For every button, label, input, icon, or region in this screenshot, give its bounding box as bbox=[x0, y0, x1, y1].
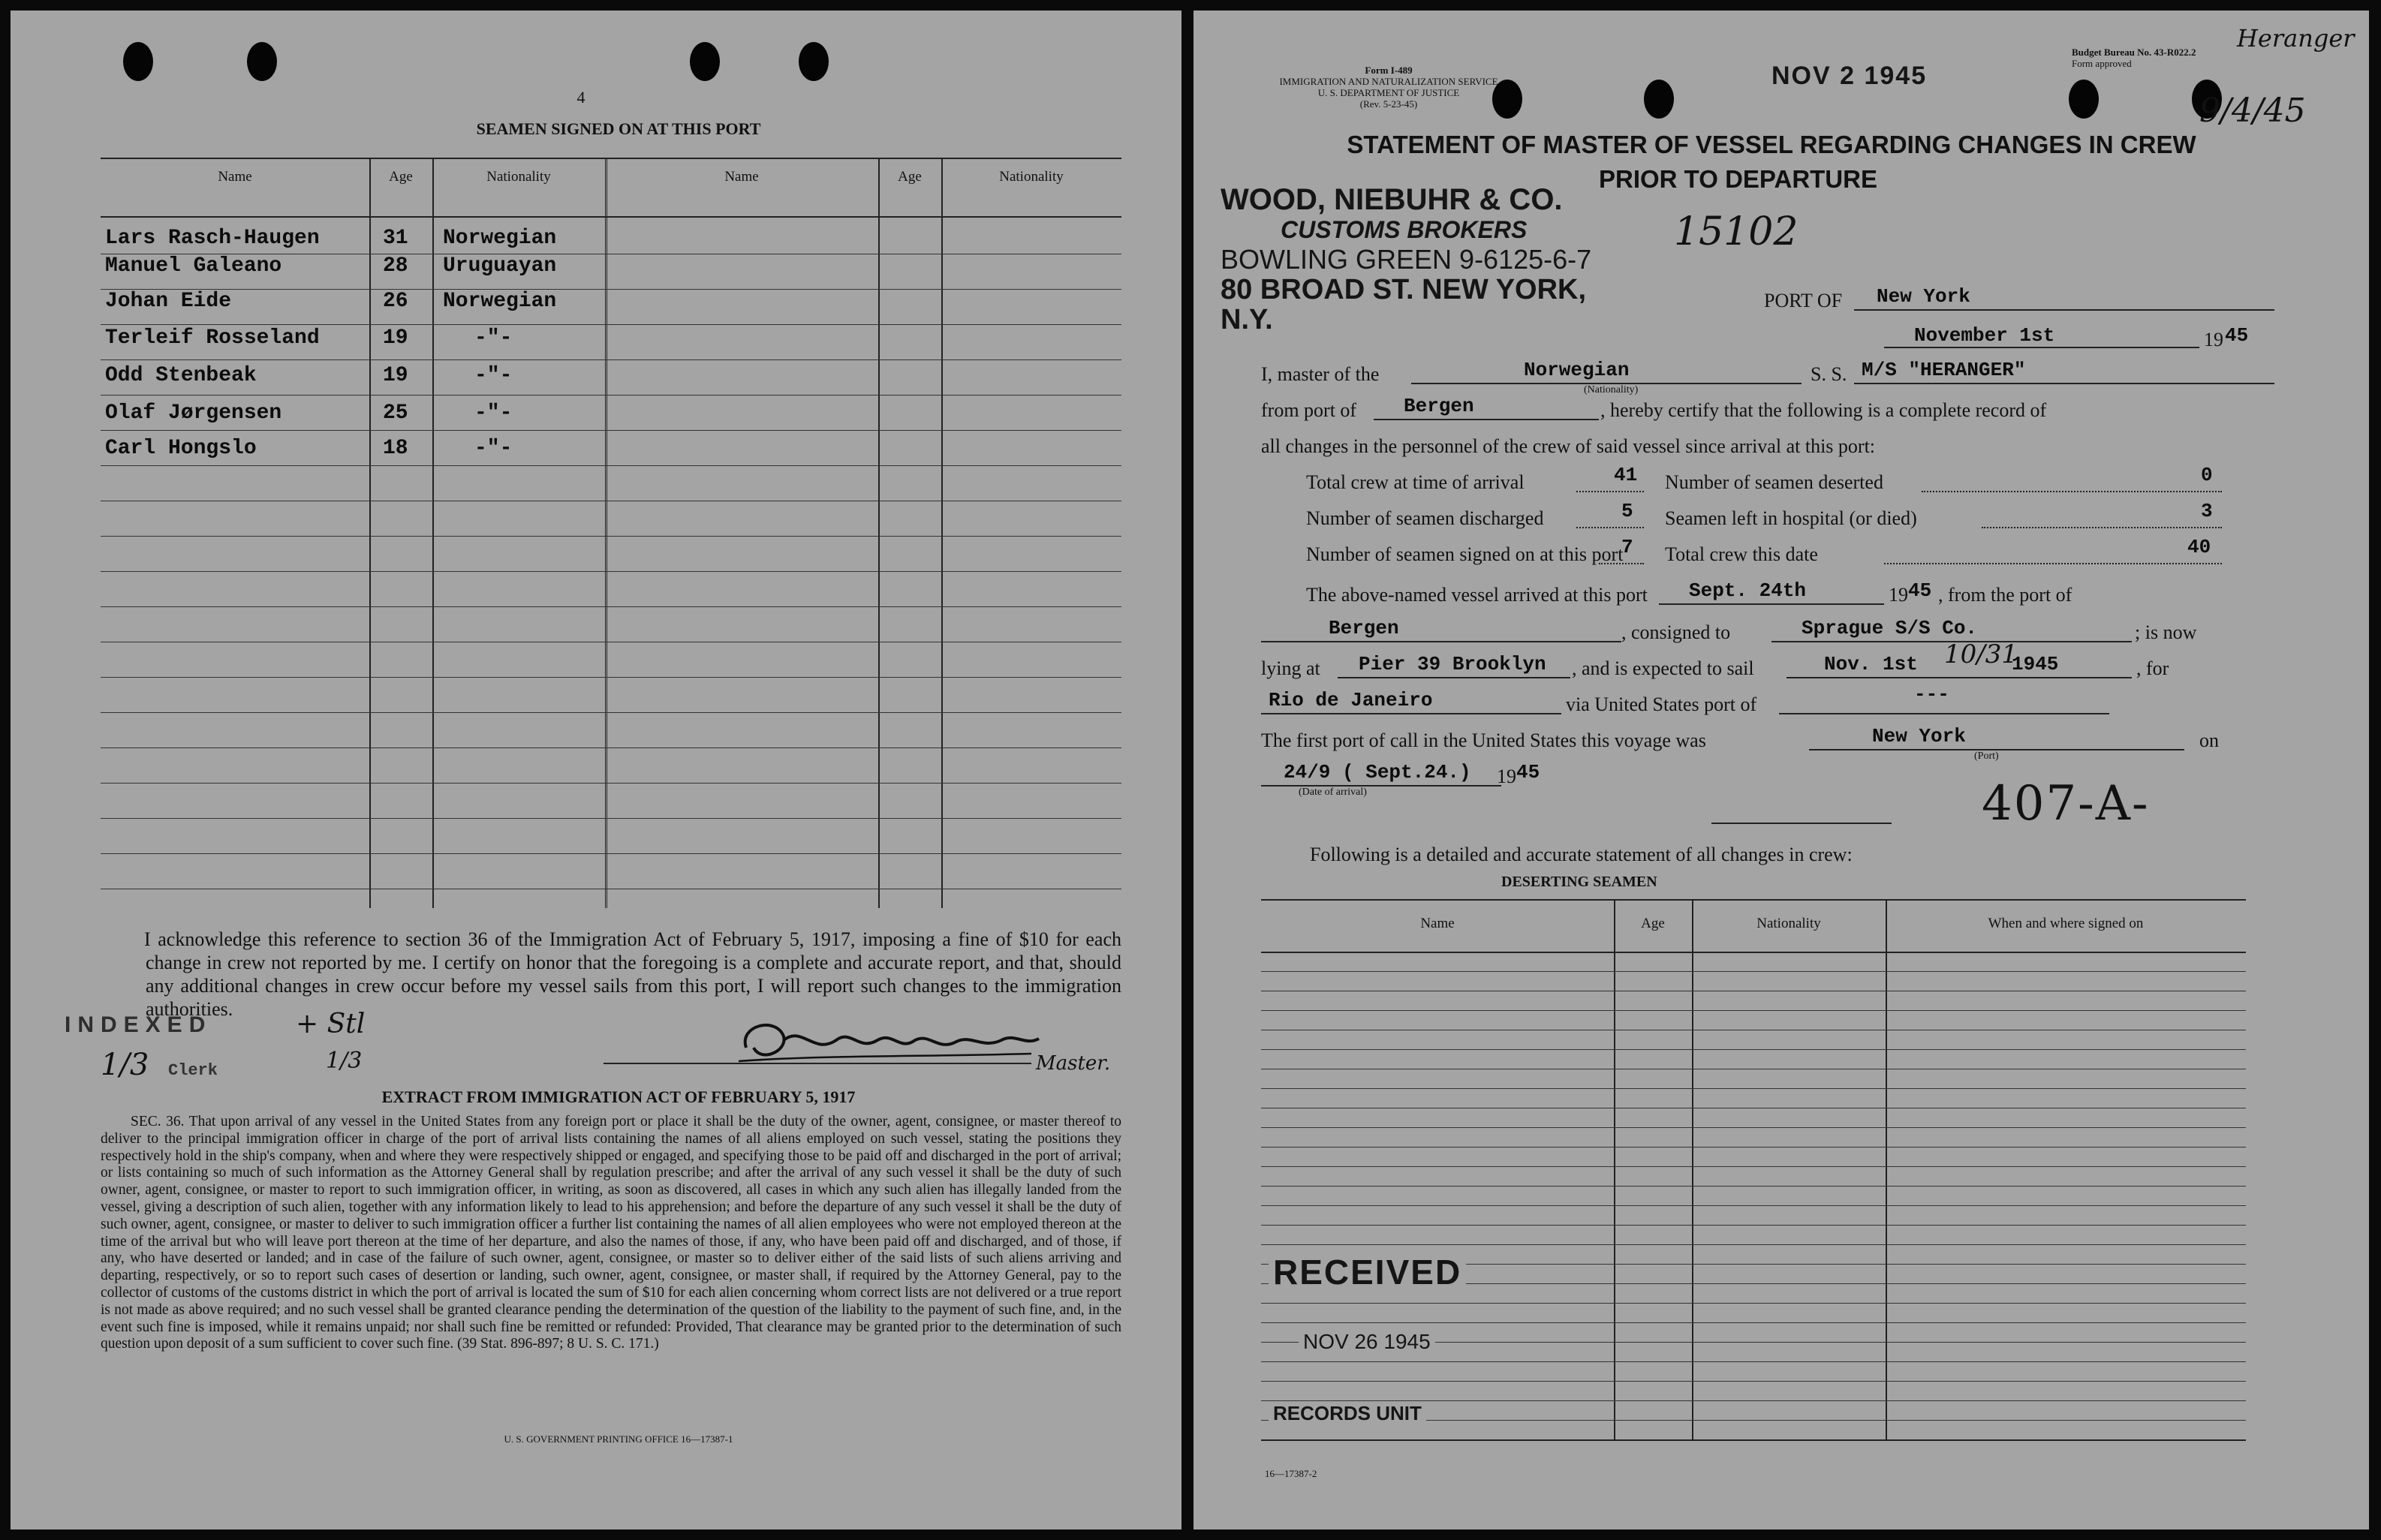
seamen-table bbox=[101, 158, 1121, 908]
seaman-nationality: -"- bbox=[474, 364, 513, 387]
arrival-year: 45 bbox=[1516, 761, 1540, 784]
deserting-title: DESERTING SEAMEN bbox=[1501, 874, 1657, 890]
acknowledgement-text: I acknowledge this reference to section 36 of the Immigration Act of February 5, 1917, imposing a fine of $10 for each change in crew not reported by me. I certify on honor that the foregoing is a complete and accurate report, and that, should any additional changes in crew occur before my vessel sails from this port, I will report such changes to the immigration authorities. bbox=[144, 928, 1121, 1020]
certify-text-2: all changes in the personnel of the crew of said vessel since arrival at this port: bbox=[1261, 435, 1876, 457]
master-signature bbox=[731, 1010, 1046, 1074]
ss-label: S. S. bbox=[1811, 363, 1847, 385]
budget-block: Budget Bureau No. 43-R022.2 Form approved bbox=[2072, 47, 2196, 69]
sail-value: Nov. 1st bbox=[1824, 653, 1918, 675]
printer-line: 16—17387-2 bbox=[1265, 1468, 1317, 1479]
from-port-value: Bergen bbox=[1404, 395, 1474, 417]
arrived-value: Sept. 24th bbox=[1689, 579, 1807, 602]
seaman-age: 28 bbox=[383, 254, 408, 278]
stat-value: 7 bbox=[1621, 536, 1633, 558]
seaman-age: 31 bbox=[383, 227, 408, 250]
seaman-nationality: -"- bbox=[474, 326, 513, 350]
first-port-label: The first port of call in the United States this voyage was bbox=[1261, 729, 1706, 751]
first-port-value: New York bbox=[1872, 725, 1966, 747]
via-label: via United States port of bbox=[1566, 693, 1757, 715]
consigned-label: , consigned to bbox=[1621, 621, 1731, 643]
col-header-name-2: Name bbox=[724, 169, 759, 185]
date-value: November 1st bbox=[1914, 324, 2055, 347]
corner-handwriting-date: 9/4/45 bbox=[2199, 92, 2306, 130]
arrived-label: The above-named vessel arrived at this port bbox=[1306, 584, 1648, 606]
seaman-name: Carl Hongslo bbox=[105, 437, 257, 460]
arrived-year: 45 bbox=[1908, 579, 1932, 602]
col-header-nationality-2: Nationality bbox=[999, 169, 1064, 185]
from-the-port-label: , from the port of bbox=[1938, 584, 2072, 606]
punch-hole bbox=[1644, 80, 1674, 119]
nationality-value: Norwegian bbox=[1524, 359, 1630, 381]
records-unit-stamp: RECORDS UNIT bbox=[1269, 1402, 1426, 1425]
handwritten-number: 407-A- bbox=[1982, 776, 2150, 832]
seaman-name: Lars Rasch-Haugen bbox=[105, 227, 320, 250]
stat-label: Number of seamen signed on at this port bbox=[1306, 543, 1624, 565]
arrival-date-value: 24/9 ( Sept.24.) bbox=[1284, 761, 1471, 784]
arrival-year-prefix: 19 bbox=[1497, 765, 1516, 787]
punch-hole bbox=[2069, 80, 2099, 119]
clerk-initials-2: 1/3 bbox=[326, 1048, 363, 1074]
port-caption: (Port) bbox=[1974, 750, 1999, 762]
col-header-nationality: Nationality bbox=[486, 169, 551, 185]
col-header-name: Name bbox=[218, 169, 252, 185]
consignee-value: Sprague S/S Co. bbox=[1802, 617, 1978, 639]
punch-hole bbox=[247, 42, 277, 81]
punch-hole bbox=[123, 42, 153, 81]
col-header-age-2: Age bbox=[898, 169, 922, 185]
clerk-initials: 1/3 bbox=[101, 1048, 149, 1082]
left-page bbox=[11, 11, 1181, 1529]
seaman-nationality: Uruguayan bbox=[443, 254, 557, 278]
seaman-nationality: -"- bbox=[474, 402, 513, 425]
stat-value: 3 bbox=[2201, 500, 2213, 522]
port-value: New York bbox=[1877, 285, 1970, 308]
col-header-name: Name bbox=[1420, 916, 1455, 931]
seaman-nationality: Norwegian bbox=[443, 290, 557, 313]
col-header-signed-on: When and where signed on bbox=[1988, 916, 2144, 931]
sail-year: 1945 bbox=[2012, 653, 2059, 675]
seaman-name: Manuel Galeano bbox=[105, 254, 282, 278]
date-year: 45 bbox=[2225, 324, 2249, 347]
stat-value: 0 bbox=[2201, 464, 2213, 486]
seaman-age: 19 bbox=[383, 364, 408, 387]
destination-value: Rio de Janeiro bbox=[1269, 689, 1433, 711]
section-title: SEAMEN SIGNED ON AT THIS PORT bbox=[476, 119, 761, 138]
stat-label: Total crew at time of arrival bbox=[1306, 471, 1525, 493]
seaman-name: Olaf Jørgensen bbox=[105, 402, 282, 425]
master-of-label: I, master of the bbox=[1261, 363, 1380, 385]
seaman-name: Johan Eide bbox=[105, 290, 232, 313]
deserting-table bbox=[1261, 899, 2246, 1447]
date-stamp: NOV 2 1945 bbox=[1771, 62, 1928, 90]
printer-line: U. S. GOVERNMENT PRINTING OFFICE 16—17387-1 bbox=[504, 1433, 733, 1445]
seaman-nationality: -"- bbox=[474, 437, 513, 460]
date-year-prefix: 19 bbox=[2204, 329, 2223, 350]
stat-label: Total crew this date bbox=[1665, 543, 1818, 565]
certify-text: , hereby certify that the following is a complete record of bbox=[1600, 399, 2047, 421]
port-label: PORT OF bbox=[1764, 290, 1843, 311]
seaman-age: 26 bbox=[383, 290, 408, 313]
via-value: --- bbox=[1914, 683, 1949, 705]
punch-hole bbox=[799, 42, 829, 81]
extract-title: EXTRACT FROM IMMIGRATION ACT OF FEBRUARY 5, 1917 bbox=[381, 1087, 856, 1106]
extract-text: SEC. 36. That upon arrival of any vessel in the United States from any foreign port or place it shall be the duty of the owner, agent, consignee, or master thereof to deliver to the principal immigration officer in charge of the port of arrival lists containing the names of all aliens employed on such vessel, stating the positions they respectively hold in the ship's company, when and where they were respectively shipped or engaged, and specifying those to be paid off and discharged in the port of arrival; or lists containing so much of such information as the Attorney General shall by regulation prescribe; and after the arrival of any such vessel it shall be the duty of such owner, agent, consignee, or master to report to such immigration officer, in writing, as soon as discovered, all cases in which any such alien has illegally landed from the vessel, giving a description of such alien, together with any information likely to lead to his apprehension; and before the departure of any such vessel it shall be the duty of such owner, agent, consignee, or master to deliver to such immigration officer a further list containing the names of all alien employees who were not employed thereon at the time of the arrival but who will leave port thereon at the time of her departure, and also the names of those, if any, who have been paid off and discharged, and of those, if any, who have deserted or landed; and in case of the failure of such owner, agent, consignee, or master so to deliver either of the said lists of such aliens arriving and departing, respectively, or so to report such cases of desertion or landing, such owner, agent, consignee, or master shall, if required by the Attorney General, pay to the collector of customs of the customs district in which the port of arrival is located the sum of $10 for each alien concerning whom correct lists are not delivered or a true report is not made as above required; and no such vessel shall be granted clearance pending the determination of the question of the liability to the payment of such fine, and, in the event such fine is imposed, while it remains unpaid; nor shall such fine be remitted or refunded: Provided, That clearance may be granted prior to the determination of such question upon deposit of a sum sufficient to cover such fine. (39 Stat. 896-897; 8 U. S. C. 171.) bbox=[101, 1114, 1121, 1352]
stat-label: Number of seamen discharged bbox=[1306, 507, 1544, 529]
arrived-year-prefix: 19 bbox=[1889, 584, 1908, 606]
sail-handwritten-date: 10/31 bbox=[1944, 639, 2018, 669]
form-block: Form I-489 IMMIGRATION AND NATURALIZATION SERVICE U. S. DEPARTMENT OF JUSTICE (Rev. 5-23-45) bbox=[1279, 65, 1498, 110]
vessel-value: M/S "HERANGER" bbox=[1862, 359, 2026, 381]
lying-at-value: Pier 39 Brooklyn bbox=[1359, 653, 1546, 675]
lying-at-label: lying at bbox=[1261, 657, 1320, 679]
broker-stamp: WOOD, NIEBUHR & CO. CUSTOMS BROKERS BOWLING GREEN 9-6125-6-7 80 BROAD ST. NEW YORK, N.Y. bbox=[1221, 183, 1592, 335]
form-title-line-1: STATEMENT OF MASTER OF VESSEL REGARDING CHANGES IN CREW bbox=[1347, 131, 2196, 158]
punch-hole bbox=[690, 42, 720, 81]
stat-label: Seamen left in hospital (or died) bbox=[1665, 507, 1917, 529]
file-number: 15102 bbox=[1674, 209, 1799, 254]
received-stamp: RECEIVED bbox=[1269, 1252, 1466, 1292]
stat-label: Number of seamen deserted bbox=[1665, 471, 1883, 493]
arrival-caption: (Date of arrival) bbox=[1299, 787, 1367, 798]
page-number: 4 bbox=[576, 88, 585, 107]
following-text: Following is a detailed and accurate statement of all changes in crew: bbox=[1310, 844, 1853, 865]
seaman-name: Terleif Rosseland bbox=[105, 326, 320, 350]
right-page bbox=[1194, 11, 2369, 1529]
col-header-age: Age bbox=[389, 169, 413, 185]
nationality-caption: (Nationality) bbox=[1584, 384, 1639, 396]
corner-handwriting: Heranger bbox=[2237, 24, 2355, 53]
seaman-age: 25 bbox=[383, 402, 408, 425]
origin-value: Bergen bbox=[1329, 617, 1399, 639]
indexed-initials: + Stl bbox=[296, 1009, 366, 1039]
seaman-name: Odd Stenbeak bbox=[105, 364, 257, 387]
seaman-nationality: Norwegian bbox=[443, 227, 557, 250]
form-title-line-2: PRIOR TO DEPARTURE bbox=[1599, 165, 1877, 193]
seaman-age: 18 bbox=[383, 437, 408, 460]
on-label: on bbox=[2199, 729, 2219, 751]
col-header-age: Age bbox=[1641, 916, 1665, 931]
is-now-label: ; is now bbox=[2135, 621, 2197, 643]
master-label: Master. bbox=[1036, 1052, 1111, 1075]
seaman-age: 19 bbox=[383, 326, 408, 350]
indexed-stamp: INDEXED bbox=[65, 1012, 212, 1037]
stat-value: 41 bbox=[1614, 464, 1638, 486]
for-label: , for bbox=[2136, 657, 2169, 679]
col-header-nationality: Nationality bbox=[1756, 916, 1821, 931]
from-port-label: from port of bbox=[1261, 399, 1357, 421]
clerk-label: Clerk bbox=[168, 1061, 218, 1080]
expected-label: , and is expected to sail bbox=[1572, 657, 1754, 679]
received-date: NOV 26 1945 bbox=[1299, 1330, 1435, 1354]
stat-value: 40 bbox=[2187, 536, 2211, 558]
stat-value: 5 bbox=[1621, 500, 1633, 522]
